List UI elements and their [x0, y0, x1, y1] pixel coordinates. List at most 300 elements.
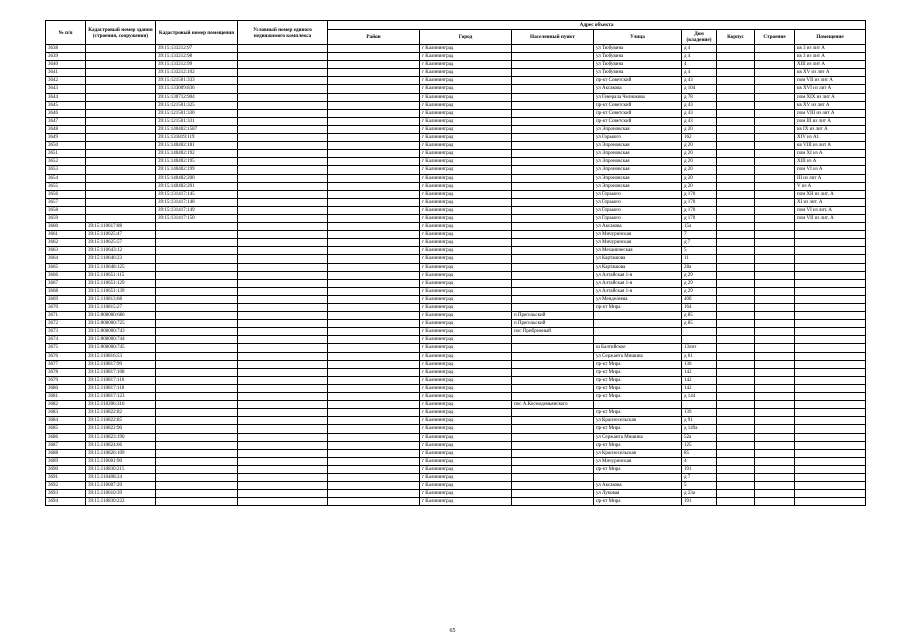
cell-district — [328, 417, 420, 425]
cell-building-cad: 39:15:110408:24 — [86, 473, 156, 481]
cell-num: 3651 — [46, 150, 86, 158]
cell-street: ул Луковая — [594, 490, 682, 498]
cell-street: ул Эпроновская — [594, 182, 682, 190]
table-row — [46, 231, 866, 239]
cell-district — [328, 482, 420, 490]
cell-building-cad: 39:15:110823:190 — [86, 433, 156, 441]
cell-building-cad: 39:15:110817:99 — [86, 360, 156, 368]
cell-street: ул Сержанта Мишина — [594, 352, 682, 360]
cell-house: д 61 — [682, 352, 717, 360]
table-row — [46, 344, 866, 352]
cell-city: г Калининград — [420, 101, 512, 109]
cell-house — [682, 336, 717, 344]
cell-house: 4 — [682, 457, 717, 465]
cell-building — [755, 393, 795, 401]
table-body — [46, 45, 866, 506]
cell-room — [795, 247, 866, 255]
cell-settlement — [512, 214, 594, 222]
cell-num: 3693 — [46, 490, 86, 498]
cell-settlement — [512, 247, 594, 255]
cell-korpus — [717, 206, 755, 214]
table-row — [46, 441, 866, 449]
cell-room: пом VII из лит А — [795, 77, 866, 85]
cell-room-cad: 39:15:140402:199 — [156, 166, 238, 174]
cell-street: ул Аксакова — [594, 482, 682, 490]
cell-city: г Калининград — [420, 482, 512, 490]
cell-room — [795, 320, 866, 328]
cell-building — [755, 263, 795, 271]
cell-complex — [238, 401, 328, 409]
cell-district — [328, 409, 420, 417]
cell-city: г Калининград — [420, 190, 512, 198]
cell-building-cad: 39:15:110813:68 — [86, 295, 156, 303]
cell-street: ул Механическая — [594, 247, 682, 255]
cell-building — [755, 287, 795, 295]
cell-room — [795, 287, 866, 295]
cell-house: д 29 — [682, 271, 717, 279]
cell-city: г Калининград — [420, 376, 512, 384]
cell-room: пом XIX из лит А — [795, 93, 866, 101]
cell-complex — [238, 214, 328, 222]
cell-complex — [238, 449, 328, 457]
cell-street: пр-кт Мира — [594, 376, 682, 384]
cell-city: г Калининград — [420, 368, 512, 376]
cell-room-cad — [156, 449, 238, 457]
cell-settlement — [512, 158, 594, 166]
cell-complex — [238, 344, 328, 352]
cell-house: д 7 — [682, 239, 717, 247]
cell-korpus — [717, 214, 755, 222]
cell-settlement — [512, 93, 594, 101]
cell-street — [594, 320, 682, 328]
cell-settlement — [512, 85, 594, 93]
cell-settlement — [512, 425, 594, 433]
cell-complex — [238, 409, 328, 417]
cell-building-cad — [86, 101, 156, 109]
cell-room: пом VI из лит. А — [795, 206, 866, 214]
cell-street: ул Эпроновская — [594, 166, 682, 174]
cell-building-cad: 39:15:110607:20 — [86, 482, 156, 490]
cell-settlement — [512, 150, 594, 158]
cell-room-cad: 39:15:130712:904 — [156, 93, 238, 101]
cell-city: г Калининград — [420, 417, 512, 425]
cell-room: пом III из лит А — [795, 117, 866, 125]
cell-complex — [238, 360, 328, 368]
cell-building-cad: 39:15:000000:743 — [86, 328, 156, 336]
cell-building — [755, 69, 795, 77]
cell-settlement — [512, 125, 594, 133]
cell-room — [795, 490, 866, 498]
cell-street — [594, 401, 682, 409]
cell-house: 164 — [682, 304, 717, 312]
cell-settlement: пос Прибрежный — [512, 328, 594, 336]
table-row — [46, 109, 866, 117]
table-row — [46, 61, 866, 69]
cell-room — [795, 352, 866, 360]
cell-num: 3658 — [46, 206, 86, 214]
cell-street: ул Тюбувина — [594, 53, 682, 61]
cell-complex — [238, 166, 328, 174]
cell-room: III из лит А — [795, 174, 866, 182]
cell-district — [328, 271, 420, 279]
cell-district — [328, 490, 420, 498]
cell-city: г Калининград — [420, 304, 512, 312]
cell-settlement — [512, 166, 594, 174]
cell-building — [755, 344, 795, 352]
cell-city: г Калининград — [420, 150, 512, 158]
cell-num: 3682 — [46, 401, 86, 409]
cell-district — [328, 255, 420, 263]
cell-korpus — [717, 53, 755, 61]
property-registry-table — [45, 20, 866, 506]
cell-city: г Калининград — [420, 134, 512, 142]
cell-korpus — [717, 304, 755, 312]
cell-street: ул Карташова — [594, 255, 682, 263]
cell-num: 3660 — [46, 223, 86, 231]
cell-street: ул Эпроновская — [594, 150, 682, 158]
cell-street: пр-кт Мира — [594, 425, 682, 433]
cell-district — [328, 69, 420, 77]
cell-korpus — [717, 271, 755, 279]
header-house: Дом (владение) — [682, 30, 717, 45]
cell-num: 3676 — [46, 352, 86, 360]
cell-district — [328, 352, 420, 360]
cell-district — [328, 214, 420, 222]
cell-city: г Калининград — [420, 158, 512, 166]
cell-city: г Калининград — [420, 490, 512, 498]
cell-district — [328, 150, 420, 158]
cell-street: ул Тюбувина — [594, 45, 682, 53]
cell-district — [328, 384, 420, 392]
cell-korpus — [717, 344, 755, 352]
cell-district — [328, 441, 420, 449]
cell-num: 3641 — [46, 69, 86, 77]
cell-building — [755, 166, 795, 174]
cell-building-cad — [86, 182, 156, 190]
cell-building-cad: 39:15:110625:57 — [86, 239, 156, 247]
cell-room — [795, 376, 866, 384]
cell-korpus — [717, 69, 755, 77]
cell-house: д 20 — [682, 125, 717, 133]
cell-city: г Калининград — [420, 473, 512, 481]
cell-settlement — [512, 174, 594, 182]
cell-settlement — [512, 101, 594, 109]
cell-building — [755, 352, 795, 360]
cell-complex — [238, 117, 328, 125]
cell-num: 3680 — [46, 384, 86, 392]
table-row — [46, 166, 866, 174]
cell-room-cad: 39:15:140402:200 — [156, 174, 238, 182]
cell-house: д 20 — [682, 158, 717, 166]
cell-building — [755, 473, 795, 481]
cell-room-cad — [156, 344, 238, 352]
header-street: Улица — [594, 30, 682, 45]
cell-complex — [238, 473, 328, 481]
cell-house: 125 — [682, 441, 717, 449]
cell-num: 3661 — [46, 231, 86, 239]
cell-street: ул Сержанта Мишина — [594, 433, 682, 441]
cell-street: ул Алтайская 1-я — [594, 271, 682, 279]
cell-city: г Калининград — [420, 125, 512, 133]
cell-building-cad: 39:15:110651:139 — [86, 287, 156, 295]
cell-street: ул Эпроновская — [594, 142, 682, 150]
cell-room: XI из лит. А — [795, 198, 866, 206]
cell-house: 40б — [682, 295, 717, 303]
cell-settlement — [512, 198, 594, 206]
cell-num: 3679 — [46, 376, 86, 384]
cell-complex — [238, 101, 328, 109]
cell-korpus — [717, 320, 755, 328]
cell-complex — [238, 93, 328, 101]
cell-room — [795, 255, 866, 263]
cell-building — [755, 482, 795, 490]
cell-room: кв 3 из лит А — [795, 45, 866, 53]
cell-building — [755, 376, 795, 384]
cell-house: д 43 — [682, 101, 717, 109]
cell-district — [328, 295, 420, 303]
cell-num: 3652 — [46, 158, 86, 166]
cell-room — [795, 441, 866, 449]
cell-settlement — [512, 134, 594, 142]
registry-sheet — [45, 20, 865, 506]
cell-district — [328, 117, 420, 125]
cell-room-cad: 39:15:121501:330 — [156, 109, 238, 117]
table-row — [46, 320, 866, 328]
cell-room — [795, 473, 866, 481]
table-row — [46, 482, 866, 490]
cell-city: г Калининград — [420, 344, 512, 352]
cell-korpus — [717, 239, 755, 247]
cell-house: 136 — [682, 360, 717, 368]
cell-room: пом VII из лит. А — [795, 214, 866, 222]
cell-settlement — [512, 239, 594, 247]
cell-complex — [238, 352, 328, 360]
cell-city: г Калининград — [420, 465, 512, 473]
table-row — [46, 449, 866, 457]
cell-building — [755, 190, 795, 198]
cell-room: XIII из А — [795, 158, 866, 166]
cell-num: 3654 — [46, 174, 86, 182]
cell-city: г Калининград — [420, 53, 512, 61]
cell-house: 191 — [682, 465, 717, 473]
cell-district — [328, 125, 420, 133]
table-row — [46, 490, 866, 498]
cell-district — [328, 182, 420, 190]
cell-district — [328, 77, 420, 85]
cell-korpus — [717, 158, 755, 166]
cell-num: 3663 — [46, 247, 86, 255]
cell-building-cad: 39:15:110643:12 — [86, 247, 156, 255]
cell-room: кв 3 из лит А — [795, 53, 866, 61]
cell-num: 3664 — [46, 255, 86, 263]
table-row — [46, 295, 866, 303]
cell-complex — [238, 231, 328, 239]
cell-building-cad: 39:15:110817:116 — [86, 376, 156, 384]
cell-street: ул Тюбувина — [594, 61, 682, 69]
table-row — [46, 150, 866, 158]
cell-complex — [238, 150, 328, 158]
table-row — [46, 457, 866, 465]
cell-korpus — [717, 134, 755, 142]
cell-building — [755, 101, 795, 109]
cell-building — [755, 279, 795, 287]
cell-house: 7 — [682, 231, 717, 239]
cell-room-cad — [156, 279, 238, 287]
cell-settlement — [512, 69, 594, 77]
table-row — [46, 45, 866, 53]
table-row — [46, 182, 866, 190]
cell-complex — [238, 393, 328, 401]
cell-district — [328, 328, 420, 336]
cell-korpus — [717, 287, 755, 295]
cell-building-cad: 39:15:110817:108 — [86, 368, 156, 376]
table-row — [46, 174, 866, 182]
cell-complex — [238, 190, 328, 198]
cell-room-cad: 39:15:121501:333 — [156, 77, 238, 85]
cell-building — [755, 45, 795, 53]
cell-room-cad: 39:15:133009:836 — [156, 85, 238, 93]
cell-building-cad — [86, 134, 156, 142]
cell-settlement: п Прегольский — [512, 312, 594, 320]
cell-house: 28а — [682, 263, 717, 271]
cell-settlement — [512, 53, 594, 61]
cell-num: 3675 — [46, 344, 86, 352]
cell-settlement — [512, 490, 594, 498]
cell-settlement — [512, 295, 594, 303]
cell-building — [755, 295, 795, 303]
table-row — [46, 312, 866, 320]
cell-complex — [238, 433, 328, 441]
table-row — [46, 433, 866, 441]
cell-house — [682, 328, 717, 336]
cell-room-cad: 39:15:121501:331 — [156, 117, 238, 125]
cell-street — [594, 473, 682, 481]
cell-building — [755, 134, 795, 142]
cell-building-cad: 39:15:110816:53 — [86, 352, 156, 360]
table-row — [46, 360, 866, 368]
cell-room — [795, 393, 866, 401]
header-room: Помещение — [795, 30, 866, 45]
cell-building-cad — [86, 166, 156, 174]
cell-complex — [238, 239, 328, 247]
cell-room-cad: 39:15:140402:195 — [156, 158, 238, 166]
cell-house: 52а — [682, 433, 717, 441]
cell-building — [755, 441, 795, 449]
cell-num: 3678 — [46, 368, 86, 376]
cell-house: д 29 — [682, 287, 717, 295]
cell-building — [755, 85, 795, 93]
cell-complex — [238, 457, 328, 465]
cell-num: 3642 — [46, 77, 86, 85]
cell-building-cad: 39:15:110648:125 — [86, 263, 156, 271]
cell-korpus — [717, 433, 755, 441]
cell-house: д 149а — [682, 425, 717, 433]
cell-house — [682, 401, 717, 409]
cell-room — [795, 449, 866, 457]
header-city: Город — [420, 30, 512, 45]
cell-city: г Калининград — [420, 384, 512, 392]
cell-district — [328, 336, 420, 344]
cell-house: д 20 — [682, 166, 717, 174]
cell-building — [755, 401, 795, 409]
cell-room — [795, 425, 866, 433]
cell-city: г Калининград — [420, 142, 512, 150]
cell-complex — [238, 125, 328, 133]
cell-city: г Калининград — [420, 214, 512, 222]
cell-korpus — [717, 45, 755, 53]
cell-street — [594, 328, 682, 336]
cell-room-cad — [156, 320, 238, 328]
cell-street: ул Эпроновская — [594, 125, 682, 133]
cell-building-cad: 39:15:110601:90 — [86, 457, 156, 465]
cell-building — [755, 271, 795, 279]
cell-settlement — [512, 482, 594, 490]
cell-korpus — [717, 93, 755, 101]
cell-street: пр-кт Мира — [594, 409, 682, 417]
cell-district — [328, 457, 420, 465]
cell-num: 3690 — [46, 465, 86, 473]
cell-building-cad: 39:15:110817:118 — [86, 384, 156, 392]
cell-num: 3647 — [46, 117, 86, 125]
cell-settlement — [512, 77, 594, 85]
cell-building-cad: 39:15:110651:115 — [86, 271, 156, 279]
cell-building-cad — [86, 142, 156, 150]
cell-num: 3655 — [46, 182, 86, 190]
cell-house: д 170 — [682, 206, 717, 214]
cell-building-cad: 39:15:000000:745 — [86, 344, 156, 352]
cell-district — [328, 263, 420, 271]
cell-building — [755, 312, 795, 320]
cell-building — [755, 150, 795, 158]
table-row — [46, 393, 866, 401]
cell-street: ул Горького — [594, 214, 682, 222]
cell-room — [795, 433, 866, 441]
cell-city: г Калининград — [420, 166, 512, 174]
cell-complex — [238, 182, 328, 190]
cell-city: г Калининград — [420, 352, 512, 360]
cell-district — [328, 166, 420, 174]
cell-complex — [238, 465, 328, 473]
cell-building-cad: 39:15:110830:222 — [86, 498, 156, 506]
cell-room: кв XV из лит А — [795, 69, 866, 77]
cell-building-cad: 39:15:110646:23 — [86, 255, 156, 263]
cell-complex — [238, 61, 328, 69]
cell-korpus — [717, 384, 755, 392]
cell-house: д 43 — [682, 109, 717, 117]
cell-building-cad: 39:15:110815:27 — [86, 304, 156, 312]
cell-num: 3672 — [46, 320, 86, 328]
cell-city: г Калининград — [420, 312, 512, 320]
cell-street: ул Менделеева — [594, 295, 682, 303]
cell-city: г Калининград — [420, 45, 512, 53]
cell-korpus — [717, 142, 755, 150]
cell-settlement — [512, 182, 594, 190]
cell-street: ул Аксакова — [594, 223, 682, 231]
cell-korpus — [717, 166, 755, 174]
cell-city: г Калининград — [420, 328, 512, 336]
cell-district — [328, 247, 420, 255]
cell-room-cad — [156, 336, 238, 344]
table-row — [46, 77, 866, 85]
cell-korpus — [717, 279, 755, 287]
cell-room: пом XI из А — [795, 150, 866, 158]
cell-settlement — [512, 498, 594, 506]
cell-district — [328, 239, 420, 247]
cell-city: г Калининград — [420, 85, 512, 93]
cell-street: пр-кт Мира — [594, 368, 682, 376]
cell-building — [755, 223, 795, 231]
cell-num: 3653 — [46, 166, 86, 174]
